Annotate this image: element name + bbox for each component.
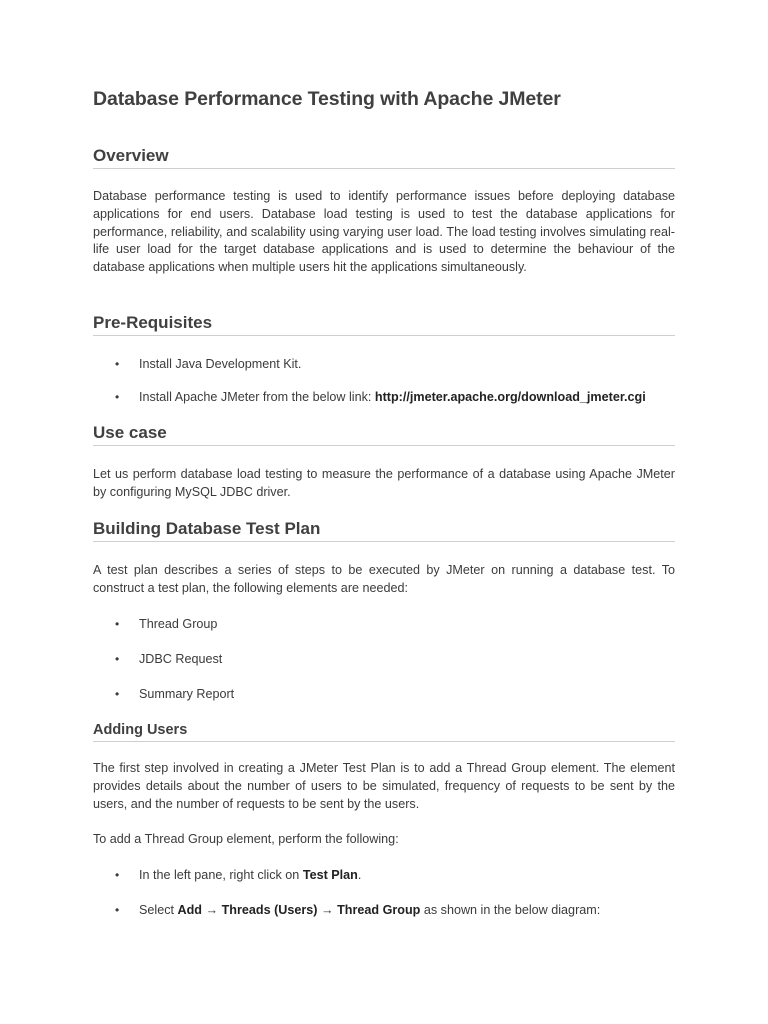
overview-paragraph: Database performance testing is used to identify performance issues before deploying database applications for end users. Database load testing is used to test the database applications for performance, reliability, and scalability using varying user load. The load testing involves simulating real-life user load for the target database applications and is used to determine the behaviour of the database applications when multiple users hit the applications simultaneously. bbox=[93, 189, 675, 275]
bullet-icon: • bbox=[115, 390, 120, 404]
usecase-paragraph: Let us perform database load testing to measure the performance of a database using Apache JMeter by configuring MySQL JDBC driver. bbox=[93, 467, 675, 499]
prerequisites-heading: Pre-Requisites bbox=[93, 313, 675, 336]
building-paragraph: A test plan describes a series of steps to be executed by JMeter on running a database test. To construct a test plan, the following elements are needed: bbox=[93, 563, 675, 595]
overview-heading: Overview bbox=[93, 146, 675, 169]
bullet-icon: • bbox=[115, 357, 120, 371]
adding-users-instruction: To add a Thread Group element, perform the following: bbox=[93, 832, 399, 846]
list-item-text bbox=[139, 389, 646, 405]
bullet-icon: • bbox=[115, 617, 120, 631]
list-item-text: JDBC Request bbox=[139, 652, 223, 666]
bullet-icon: • bbox=[115, 687, 120, 701]
arrow-icon: → bbox=[317, 903, 338, 917]
adding-users-heading: Adding Users bbox=[93, 721, 675, 742]
list-item-text bbox=[139, 867, 361, 883]
list-item-text: Install Java Development Kit. bbox=[139, 357, 302, 371]
download-link[interactable]: http://jmeter.apache.org/download_jmeter.cgi bbox=[374, 390, 646, 404]
step2-prefix: Select bbox=[139, 903, 178, 917]
test-plan-label: Test Plan bbox=[302, 868, 358, 882]
threads-menu-label: Threads (Users) bbox=[221, 903, 318, 917]
usecase-heading: Use case bbox=[93, 423, 675, 446]
list-item-text: Summary Report bbox=[139, 687, 235, 701]
thread-group-menu-label: Thread Group bbox=[337, 903, 421, 917]
building-heading: Building Database Test Plan bbox=[93, 519, 675, 542]
add-menu-label: Add bbox=[177, 903, 202, 917]
download-link-label: Install Apache JMeter from the below link: bbox=[139, 390, 375, 404]
step1-suffix: . bbox=[357, 868, 362, 882]
adding-users-paragraph: The first step involved in creating a JMeter Test Plan is to add a Thread Group element. The element provides details about the number of users to be simulated, frequency of requests to be sent by the users, and the number of requests to be sent by the users. bbox=[93, 761, 675, 811]
arrow-icon: → bbox=[202, 903, 222, 917]
step2-suffix: as shown in the below diagram: bbox=[420, 903, 601, 917]
bullet-icon: • bbox=[115, 903, 120, 917]
list-item-text bbox=[139, 902, 600, 918]
bullet-icon: • bbox=[115, 868, 120, 882]
document-title: Database Performance Testing with Apache JMeter bbox=[93, 88, 561, 110]
list-item-text: Thread Group bbox=[139, 617, 218, 631]
bullet-icon: • bbox=[115, 652, 120, 666]
step1-prefix: In the left pane, right click on bbox=[139, 868, 303, 882]
